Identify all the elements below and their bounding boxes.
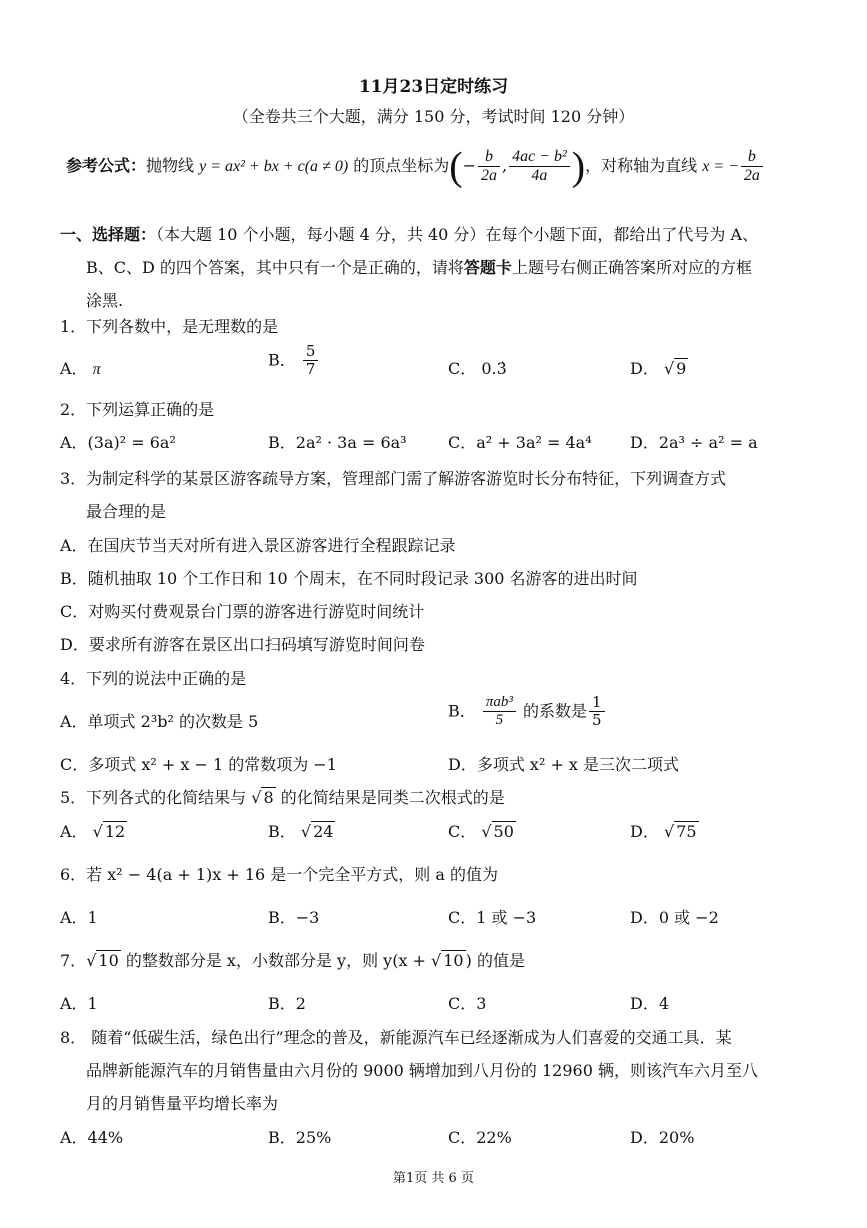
page-subtitle: （全卷共三个大题，满分 150 分，考试时间 120 分钟）: [232, 107, 635, 126]
q1-option-d[interactable]: D． √ 9: [630, 359, 687, 378]
formula-text-1: 抛物线: [146, 156, 200, 175]
q3-option-c[interactable]: C．对购买付费观景台门票的游客进行游览时间统计: [60, 602, 425, 621]
q2-option-c[interactable]: C．a² + 3a² = 4a⁴: [448, 433, 592, 452]
section-1-line-3: 涂黑.: [86, 291, 124, 310]
question-3-stem-1: 3．为制定科学的某景区游客疏导方案，管理部门需了解游客游览时长分布特征，下列调查方式: [60, 469, 727, 488]
formula-text-3: ，对称轴为直线: [585, 156, 703, 175]
q2-option-b[interactable]: B．2a² · 3a = 6a³: [268, 433, 407, 452]
section-1-line-1: 一、选择题：（本大题 10 个小题，每小题 4 分，共 40 分）在每个小题下面，都给出了代号为 A、: [60, 225, 759, 244]
page-footer: 第1页 共 6 页: [393, 1171, 474, 1186]
formula-label: 参考公式：: [66, 156, 147, 175]
q1-option-a[interactable]: A． π: [60, 359, 101, 378]
question-4-stem: 4．下列的说法中正确的是: [60, 669, 247, 688]
formula-right-paren: ): [571, 143, 586, 189]
q3-option-b[interactable]: B．随机抽取 10 个工作日和 10 个周末，在不同时段记录 300 名游客的进出时间: [60, 569, 638, 588]
q8-option-a[interactable]: A．44%: [60, 1128, 124, 1147]
q3-option-d[interactable]: D．要求所有游客在景区出口扫码填写游览时间问卷: [60, 635, 425, 654]
q4-option-c[interactable]: C．多项式 x² + x − 1 的常数项为 −1: [60, 755, 337, 774]
q2-option-d[interactable]: D．2a³ ÷ a² = a: [630, 433, 758, 452]
q1-option-c[interactable]: C． 0.3̇: [448, 359, 507, 378]
question-7-stem: 7．√ 10 的整数部分是 x，小数部分是 y，则 y(x + √ 10 ) 的值是: [60, 951, 525, 970]
axis-fraction: $\frac{b}{2a}$: [741, 148, 763, 186]
section-1-heading: 一、选择题：: [60, 225, 157, 244]
q7-option-c[interactable]: C．3: [448, 994, 487, 1013]
q5-option-d[interactable]: D． √ 75: [630, 822, 697, 841]
reference-formula: 参考公式：抛物线 y = ax² + bx + c(a ≠ 0) 的顶点坐标为(− $\frac{b}{2a}$ , $\frac{\text{4ac − b²}}{4a}$ )，对称轴为直线 x = − $\frac{b}{2a}$: [66, 146, 765, 187]
axis-lhs: x = −: [702, 158, 739, 175]
vertex-y-fraction: $\frac{\text{4ac − b²}}{4a}$: [509, 148, 570, 186]
q5-option-c[interactable]: C． √ 50: [448, 822, 514, 841]
q4-option-d[interactable]: D．多项式 x² + x 是三次二项式: [448, 755, 680, 774]
q8-option-b[interactable]: B．25%: [268, 1128, 332, 1147]
q5-option-b[interactable]: B． √ 24: [268, 822, 334, 841]
q6-option-c[interactable]: C．1 或 −3: [448, 908, 537, 927]
q8-option-c[interactable]: C．22%: [448, 1128, 512, 1147]
q4-option-b[interactable]: B． $\frac{\text{πab³}}{5}$ 的系数是 $\frac{1}{5}$: [448, 694, 607, 730]
q7-option-a[interactable]: A．1: [60, 994, 98, 1013]
q6-option-a[interactable]: A．1: [60, 908, 98, 927]
question-8-stem-2: 品牌新能源汽车的月销售量由六月份的 9000 辆增加到八月份的 12960 辆，则该汽车六月至八: [86, 1061, 758, 1080]
question-8-stem-1: 8． 随着“低碳生活，绿色出行”理念的普及，新能源汽车已经逐渐成为人们喜爱的交通工具．某: [60, 1028, 732, 1047]
q6-option-d[interactable]: D．0 或 −2: [630, 908, 719, 927]
question-5-stem: 5．下列各式的化简结果与 √ 8 的化简结果是同类二次根式的是: [60, 788, 505, 807]
q1-option-b[interactable]: B． $\frac{5}{7}$: [268, 343, 320, 379]
q5-option-a[interactable]: A． √ 12: [60, 822, 126, 841]
q7-option-b[interactable]: B．2: [268, 994, 306, 1013]
formula-left-paren: (: [449, 143, 463, 189]
q6-option-b[interactable]: B．−3: [268, 908, 320, 927]
question-1-stem: 1．下列各数中，是无理数的是: [60, 317, 279, 336]
question-2-stem: 2．下列运算正确的是: [60, 400, 215, 419]
formula-parabola: y = ax² + bx + c(a ≠ 0): [199, 158, 349, 175]
q3-option-a[interactable]: A．在国庆节当天对所有进入景区游客进行全程跟踪记录: [60, 536, 456, 555]
formula-text-2: 的顶点坐标为: [348, 156, 450, 175]
vertex-x-fraction: $\frac{b}{2a}$: [478, 148, 500, 186]
question-3-stem-2: 最合理的是: [86, 502, 167, 521]
question-8-stem-3: 月的月销售量平均增长率为: [86, 1094, 279, 1113]
page-title: 11月23日定时练习: [358, 77, 509, 97]
section-1-line-2: B、C、D 的四个答案，其中只有一个是正确的，请将答题卡上题号右侧正确答案所对应的方框: [86, 258, 752, 277]
q8-option-d[interactable]: D．20%: [630, 1128, 695, 1147]
q4-option-a[interactable]: A．单项式 2³b² 的次数是 5: [60, 712, 259, 731]
q2-option-a[interactable]: A．(3a)² = 6a²: [60, 433, 176, 452]
question-6-stem: 6．若 x² − 4(a + 1)x + 16 是一个完全平方式，则 a 的值为: [60, 865, 499, 884]
q7-option-d[interactable]: D．4: [630, 994, 670, 1013]
